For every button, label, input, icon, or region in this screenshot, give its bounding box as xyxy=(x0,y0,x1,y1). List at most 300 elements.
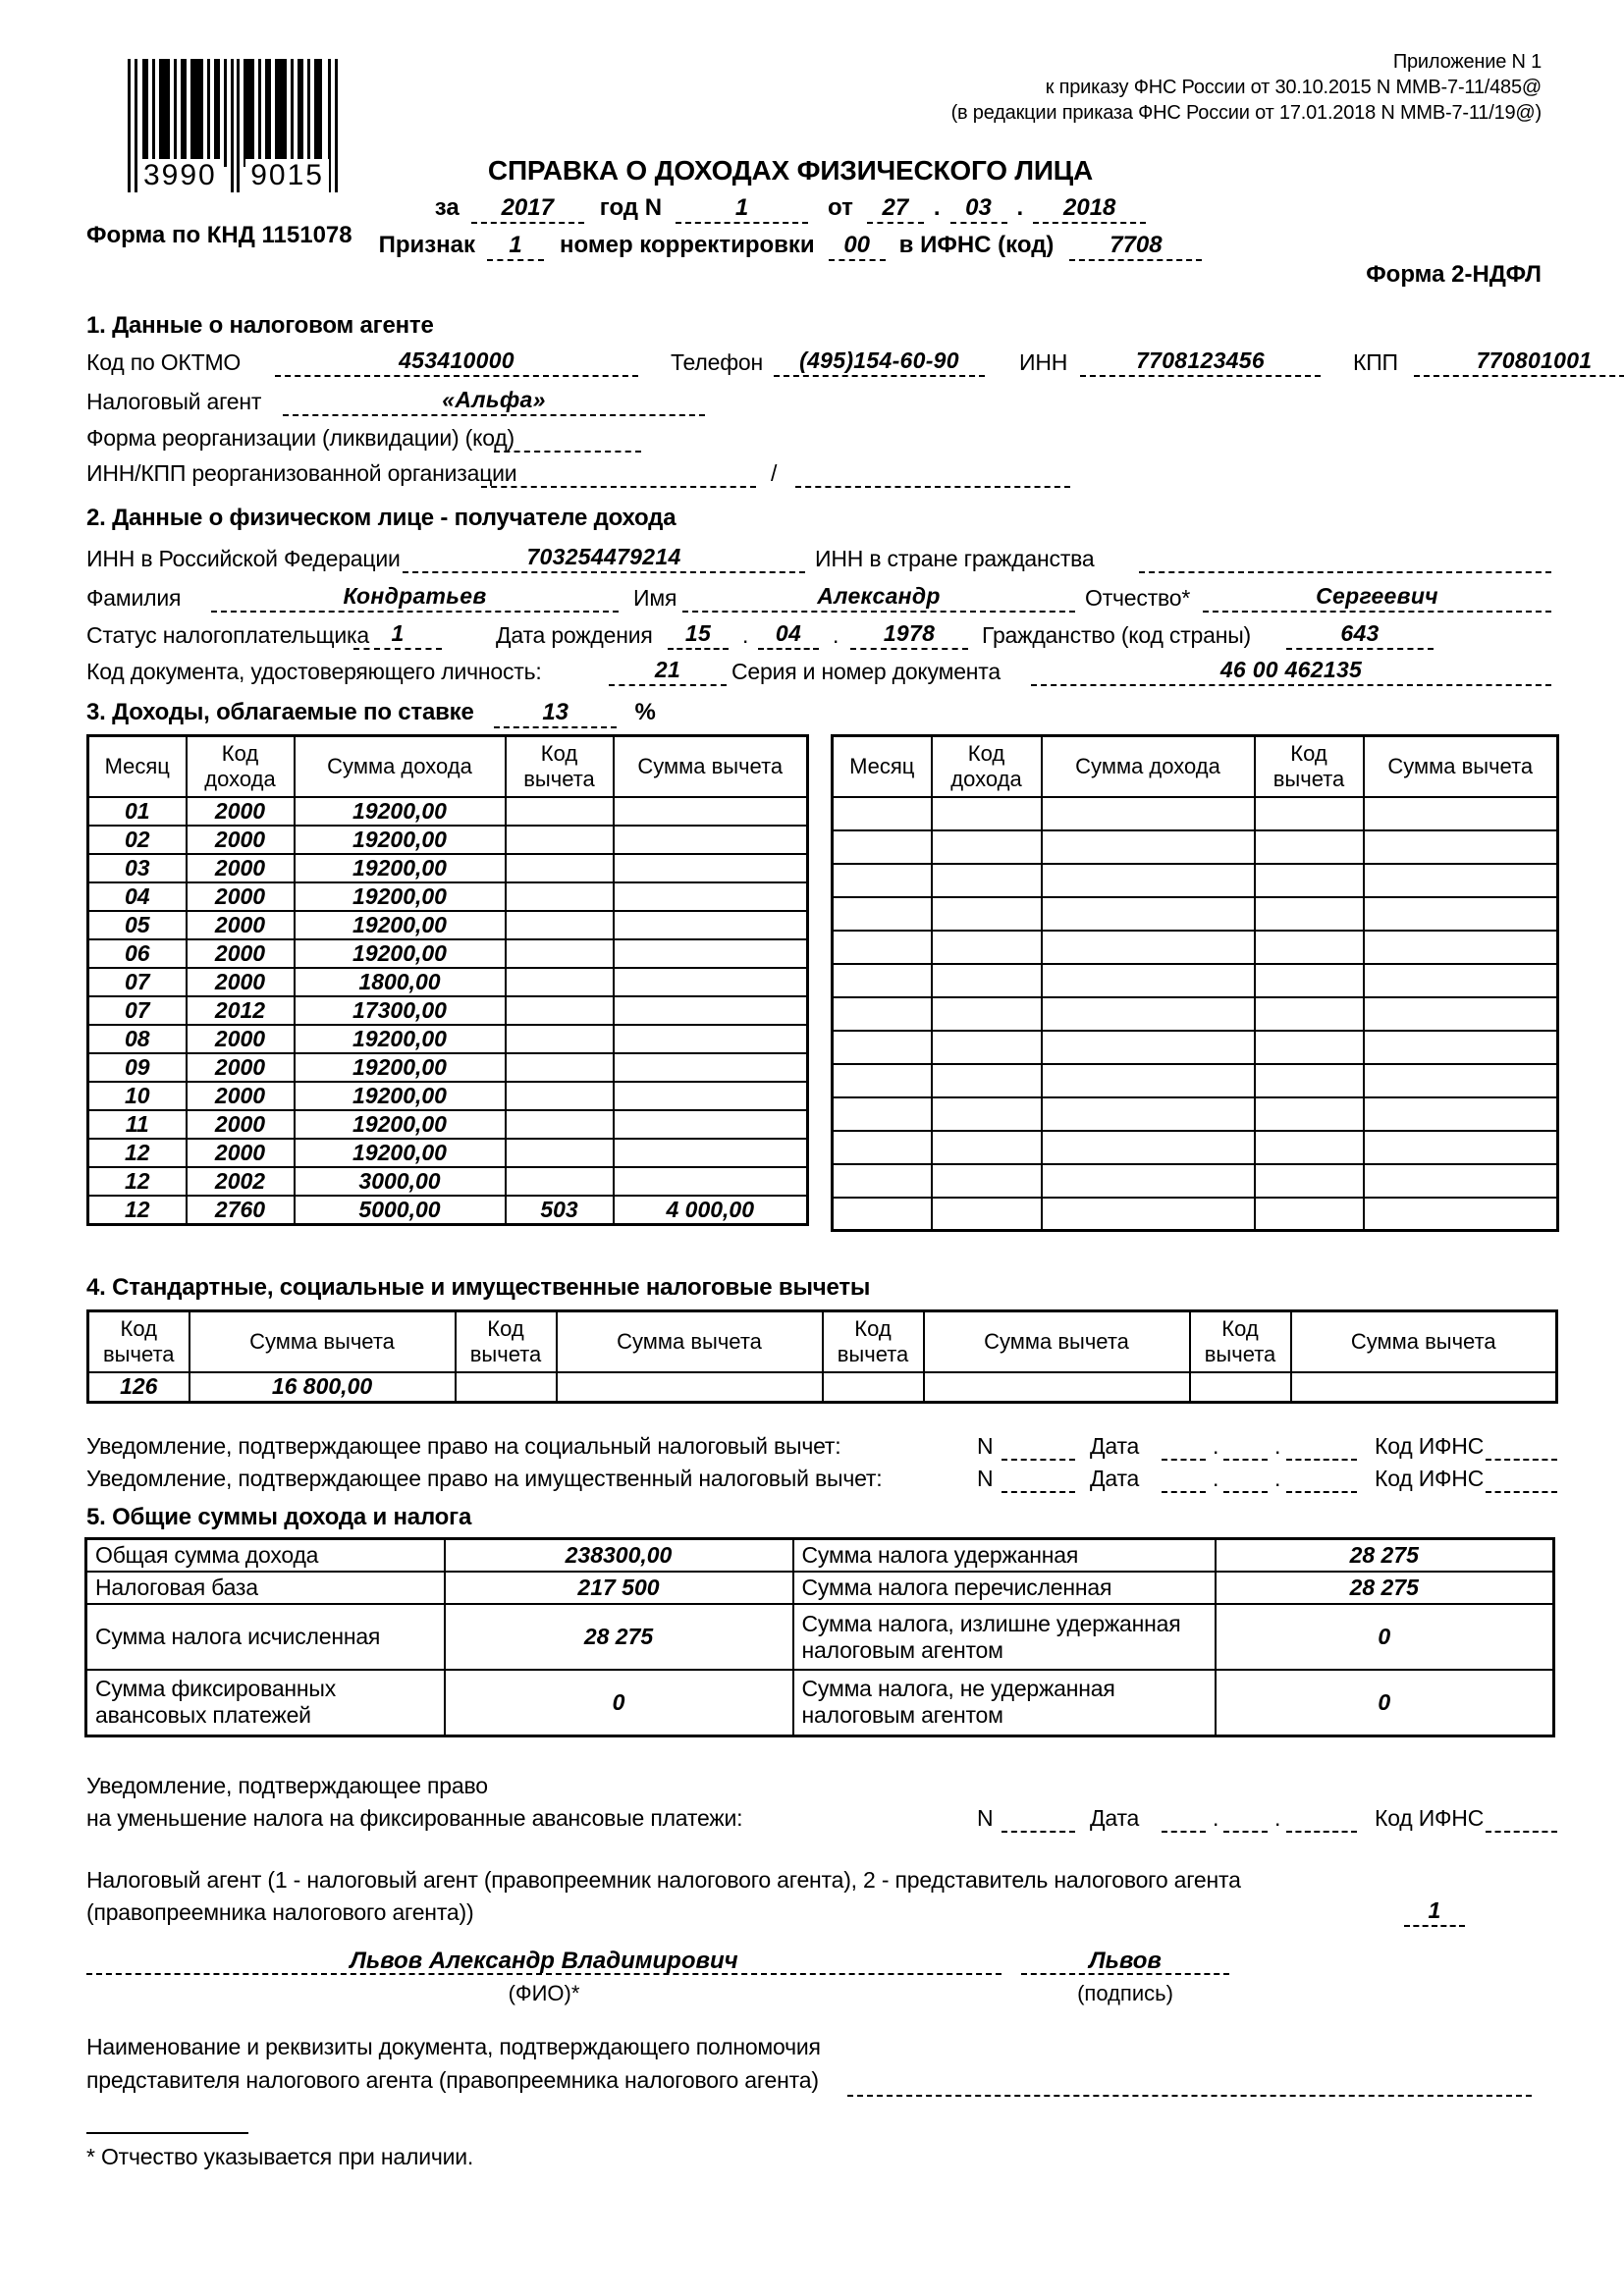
table-cell xyxy=(1042,931,1255,964)
surname-field[interactable]: Кондратьев xyxy=(211,583,619,613)
kpp-field[interactable]: 770801001 xyxy=(1414,347,1624,377)
table-cell xyxy=(614,968,808,996)
notification-fixed-line1 xyxy=(86,1773,1559,1804)
agent-type-line2 xyxy=(86,1899,1559,1931)
table-cell: 2000 xyxy=(187,911,295,939)
table-cell xyxy=(932,997,1042,1031)
column-header: Код вычета xyxy=(1255,736,1364,797)
table-cell xyxy=(1364,1031,1558,1064)
date-year-field[interactable] xyxy=(1286,1464,1357,1493)
column-header: Код вычета xyxy=(1190,1311,1291,1372)
totals-row xyxy=(86,1539,1554,1573)
doc-series-field[interactable]: 46 00 462135 xyxy=(1031,657,1551,686)
table-cell xyxy=(506,911,614,939)
table-cell xyxy=(833,1031,932,1064)
income-row xyxy=(88,826,808,854)
column-header: Сумма вычета xyxy=(557,1311,823,1372)
n-label: N xyxy=(977,1805,994,1831)
table-cell xyxy=(932,1064,1042,1097)
table-cell xyxy=(1255,830,1364,864)
table-cell: 19200,00 xyxy=(295,854,506,882)
table-cell xyxy=(833,897,932,931)
table-cell xyxy=(1042,997,1255,1031)
section2-row2 xyxy=(86,585,1559,616)
date-month-field[interactable] xyxy=(1223,1464,1268,1493)
rate-field[interactable]: 13 xyxy=(494,699,617,728)
income-row xyxy=(88,1196,808,1225)
section4-title: 4. Стандартные, социальные и имущественные налоговые вычеты xyxy=(86,1274,871,1301)
table-cell: 19200,00 xyxy=(295,1110,506,1139)
income-row-empty xyxy=(833,964,1558,997)
table-cell xyxy=(833,830,932,864)
dot: . xyxy=(1213,1433,1219,1459)
table-cell xyxy=(614,797,808,826)
reorg-code-field[interactable] xyxy=(494,423,641,453)
table-cell: 07 xyxy=(88,968,187,996)
ifns-code-label: Код ИФНС xyxy=(1375,1466,1485,1491)
table-cell xyxy=(1042,1064,1255,1097)
table-cell xyxy=(833,931,932,964)
table-cell: 19200,00 xyxy=(295,797,506,826)
ot-label: от xyxy=(828,194,853,221)
table-cell: 1800,00 xyxy=(295,968,506,996)
agent-type-field[interactable]: 1 xyxy=(1404,1897,1465,1927)
agent-type-label2: (правопреемника налогового агента)) xyxy=(86,1899,474,1925)
table-cell: 2760 xyxy=(187,1196,295,1225)
column-header: Месяц xyxy=(833,736,932,797)
oktmo-label: Код по ОКТМО xyxy=(86,349,242,375)
footnote xyxy=(86,2144,1559,2175)
table-cell xyxy=(1042,1198,1255,1231)
dot: . xyxy=(1274,1433,1281,1459)
n-label: N xyxy=(977,1433,994,1459)
status-label: Статус налогоплательщика xyxy=(86,622,369,648)
signature-field[interactable]: Львов xyxy=(1021,1948,1229,1975)
inn-rf-label: ИНН в Российской Федерации xyxy=(86,546,401,571)
appendix-note xyxy=(951,49,1542,126)
table-cell: 11 xyxy=(88,1110,187,1139)
income-row xyxy=(88,1167,808,1196)
table-cell xyxy=(932,797,1042,830)
doc-code-field[interactable]: 21 xyxy=(609,657,727,686)
ifns-code-field[interactable] xyxy=(1486,1803,1557,1833)
income-row xyxy=(88,996,808,1025)
table-cell xyxy=(932,1131,1042,1164)
table-cell: 19200,00 xyxy=(295,1139,506,1167)
dot: . xyxy=(1016,194,1024,221)
date-label: Дата xyxy=(1090,1466,1140,1491)
number-field[interactable]: 1 xyxy=(676,194,808,224)
table-cell xyxy=(1364,997,1558,1031)
table-cell: 2012 xyxy=(187,996,295,1025)
table-cell: 16 800,00 xyxy=(189,1372,456,1403)
table-cell xyxy=(1364,897,1558,931)
table-cell xyxy=(1255,997,1364,1031)
column-header: Сумма дохода xyxy=(1042,736,1255,797)
dot: . xyxy=(1274,1805,1281,1831)
table-cell: 2000 xyxy=(187,797,295,826)
fio-field[interactable]: Львов Александр Владимирович xyxy=(86,1948,1001,1975)
notification-number-field[interactable] xyxy=(1001,1431,1075,1461)
birth-label: Дата рождения xyxy=(496,622,653,648)
column-header: Сумма вычета xyxy=(614,736,808,797)
table-cell: 0 xyxy=(1216,1604,1554,1670)
phone-field[interactable]: (495)154-60-90 xyxy=(774,347,985,377)
table-cell xyxy=(614,1025,808,1053)
table-cell xyxy=(614,1082,808,1110)
doc-confirm-field[interactable] xyxy=(847,2067,1532,2097)
table-cell xyxy=(1255,1198,1364,1231)
year-field[interactable]: 2017 xyxy=(471,194,584,224)
dot: . xyxy=(1213,1466,1219,1491)
table-cell xyxy=(924,1372,1190,1403)
ifns-field[interactable]: 7708 xyxy=(1069,232,1202,261)
table-cell: 4 000,00 xyxy=(614,1196,808,1225)
table-cell: 03 xyxy=(88,854,187,882)
table-cell xyxy=(823,1372,924,1403)
table-cell xyxy=(506,797,614,826)
percent-label: % xyxy=(634,699,656,725)
table-cell xyxy=(1042,964,1255,997)
name-field[interactable]: Александр xyxy=(682,583,1075,613)
table-cell xyxy=(614,882,808,911)
ifns-code-label: Код ИФНС xyxy=(1375,1433,1485,1459)
table-cell: 19200,00 xyxy=(295,1082,506,1110)
column-header: Сумма вычета xyxy=(924,1311,1190,1372)
income-row-empty xyxy=(833,997,1558,1031)
income-row xyxy=(88,882,808,911)
table-cell: 19200,00 xyxy=(295,882,506,911)
section1-row1 xyxy=(86,347,1593,381)
table-cell xyxy=(833,1131,932,1164)
date-month-field[interactable] xyxy=(1223,1803,1268,1833)
agent-type-label1: Налоговый агент (1 - налоговый агент (правопреемник налогового агента), 2 - представитель налогового агента xyxy=(86,1867,1241,1893)
table-cell xyxy=(506,939,614,968)
income-row-empty xyxy=(833,1198,1558,1231)
table-cell: Сумма налога, излишне удержанная налоговым агентом xyxy=(793,1604,1216,1670)
column-header: Код вычета xyxy=(506,736,614,797)
table-cell: Общая сумма дохода xyxy=(86,1539,445,1573)
ifns-code-label: Код ИФНС xyxy=(1375,1805,1485,1831)
table-cell: 238300,00 xyxy=(445,1539,793,1573)
income-row xyxy=(88,968,808,996)
section2-title: 2. Данные о физическом лице - получателе дохода xyxy=(86,505,677,531)
table-cell xyxy=(1364,931,1558,964)
table-cell xyxy=(833,797,932,830)
column-header: Код вычета xyxy=(456,1311,557,1372)
table-cell: 12 xyxy=(88,1139,187,1167)
table-cell xyxy=(506,854,614,882)
table-cell xyxy=(1042,1164,1255,1198)
table-cell: 08 xyxy=(88,1025,187,1053)
dot: . xyxy=(1274,1466,1281,1491)
income-row-empty xyxy=(833,1064,1558,1097)
table-cell xyxy=(1255,797,1364,830)
column-header: Сумма дохода xyxy=(295,736,506,797)
oktmo-field[interactable]: 453410000 xyxy=(275,347,638,377)
name-label: Имя xyxy=(633,585,677,611)
income-row-empty xyxy=(833,1097,1558,1131)
ifns-label: в ИФНС (код) xyxy=(898,232,1055,258)
kpp-label: КПП xyxy=(1353,349,1398,375)
table-cell xyxy=(833,997,932,1031)
ifns-code-field[interactable] xyxy=(1486,1431,1557,1461)
income-row-empty xyxy=(833,1164,1558,1198)
agent-type-line1 xyxy=(86,1867,1559,1898)
table-cell xyxy=(1190,1372,1291,1403)
notification-social-label: Уведомление, подтверждающее право на социальный налоговый вычет: xyxy=(86,1433,841,1459)
table-cell xyxy=(506,1110,614,1139)
date-month-field[interactable] xyxy=(1223,1431,1268,1461)
form-2ndfl-label: Форма 2-НДФЛ xyxy=(1366,261,1542,288)
table-cell: Сумма налога удержанная xyxy=(793,1539,1216,1573)
income-table-right xyxy=(831,734,1559,1232)
za-label: за xyxy=(434,194,460,221)
column-header: Код вычета xyxy=(88,1311,189,1372)
table-cell xyxy=(506,1167,614,1196)
table-cell: 19200,00 xyxy=(295,911,506,939)
inn-field[interactable]: 7708123456 xyxy=(1080,347,1321,377)
section1-title: 1. Данные о налоговом агенте xyxy=(86,312,434,339)
table-cell xyxy=(1364,1131,1558,1164)
table-cell xyxy=(932,1198,1042,1231)
citizenship-label: Гражданство (код страны) xyxy=(982,622,1252,648)
income-row-empty xyxy=(833,797,1558,830)
doc-code-label: Код документа, удостоверяющего личность: xyxy=(86,659,542,684)
agent-field[interactable]: «Альфа» xyxy=(283,387,705,416)
priznak-field[interactable]: 1 xyxy=(487,232,544,261)
table-cell xyxy=(557,1372,823,1403)
appendix-line1: Приложение N 1 xyxy=(1392,51,1542,73)
slash: / xyxy=(771,460,778,486)
table-cell xyxy=(506,1082,614,1110)
date-label: Дата xyxy=(1090,1805,1140,1831)
section3-title xyxy=(86,699,656,728)
table-cell xyxy=(833,1097,932,1131)
income-row xyxy=(88,1139,808,1167)
table-cell: 217 500 xyxy=(445,1572,793,1604)
table-cell: Сумма налога, не удержанная налоговым агентом xyxy=(793,1670,1216,1735)
column-header: Сумма вычета xyxy=(189,1311,456,1372)
income-row-empty xyxy=(833,864,1558,897)
table-cell xyxy=(506,882,614,911)
income-row-empty xyxy=(833,1031,1558,1064)
notification-fixed-label1: Уведомление, подтверждающее право xyxy=(86,1773,488,1798)
reorg-kpp-field[interactable] xyxy=(795,458,1070,488)
table-cell xyxy=(1364,797,1558,830)
reorg-inn-field[interactable] xyxy=(481,458,756,488)
table-cell xyxy=(614,911,808,939)
knd-label: Форма по КНД 1151078 xyxy=(86,222,352,248)
table-cell: 2000 xyxy=(187,939,295,968)
table-cell xyxy=(1255,1064,1364,1097)
page-title: СПРАВКА О ДОХОДАХ ФИЗИЧЕСКОГО ЛИЦА xyxy=(487,155,1094,186)
correction-field[interactable]: 00 xyxy=(829,232,886,261)
table-cell xyxy=(833,1064,932,1097)
inn-foreign-label: ИНН в стране гражданства xyxy=(815,546,1095,571)
dot: . xyxy=(833,622,839,648)
totals-row xyxy=(86,1670,1554,1735)
table-cell: 10 xyxy=(88,1082,187,1110)
table-cell xyxy=(1255,1164,1364,1198)
deductions-table-header xyxy=(88,1311,1557,1372)
section3-title-text: 3. Доходы, облагаемые по ставке xyxy=(86,699,474,725)
table-cell xyxy=(1291,1372,1557,1403)
income-row xyxy=(88,1025,808,1053)
table-cell xyxy=(932,830,1042,864)
table-cell: 126 xyxy=(88,1372,189,1403)
fio-caption: (ФИО)* xyxy=(508,1981,580,2005)
section1-row3 xyxy=(86,425,1559,456)
income-row-empty xyxy=(833,1131,1558,1164)
table-cell xyxy=(833,964,932,997)
table-cell xyxy=(932,931,1042,964)
section2-row4 xyxy=(86,659,1559,690)
table-cell xyxy=(506,826,614,854)
table-cell xyxy=(1255,897,1364,931)
table-cell xyxy=(932,897,1042,931)
table-cell xyxy=(1255,1131,1364,1164)
table-cell xyxy=(1042,864,1255,897)
notification-property-label: Уведомление, подтверждающее право на имущественный налоговый вычет: xyxy=(86,1466,883,1491)
table-cell: Налоговая база xyxy=(86,1572,445,1604)
table-cell: 5000,00 xyxy=(295,1196,506,1225)
table-cell xyxy=(614,826,808,854)
table-cell xyxy=(1042,797,1255,830)
notification-property xyxy=(86,1466,1559,1497)
table-cell xyxy=(1364,964,1558,997)
month-field[interactable]: 03 xyxy=(950,194,1007,224)
table-cell xyxy=(1042,897,1255,931)
table-cell xyxy=(456,1372,557,1403)
citizenship-field[interactable]: 643 xyxy=(1286,620,1434,650)
inn-rf-field[interactable]: 703254479214 xyxy=(403,544,805,573)
table-cell: 2000 xyxy=(187,1110,295,1139)
dot: . xyxy=(933,194,941,221)
notification-number-field[interactable] xyxy=(1001,1464,1075,1493)
table-cell: 28 275 xyxy=(1216,1572,1554,1604)
table-cell: 2000 xyxy=(187,1082,295,1110)
birth-year-field[interactable]: 1978 xyxy=(850,620,968,650)
phone-label: Телефон xyxy=(671,349,764,375)
table-cell xyxy=(614,1053,808,1082)
table-cell: 503 xyxy=(506,1196,614,1225)
table-cell: 02 xyxy=(88,826,187,854)
appendix-line2: к приказу ФНС России от 30.10.2015 N ММВ-7-11/485@ xyxy=(1045,77,1542,98)
status-field[interactable]: 1 xyxy=(353,620,442,650)
table-cell: 2000 xyxy=(187,1139,295,1167)
table-cell: 0 xyxy=(1216,1670,1554,1735)
surname-label: Фамилия xyxy=(86,585,182,611)
table-cell xyxy=(1042,1131,1255,1164)
ifns-code-field[interactable] xyxy=(1486,1464,1557,1493)
signature-caption: (подпись) xyxy=(1077,1981,1173,2005)
income-table-left xyxy=(86,734,809,1226)
doc-series-label: Серия и номер документа xyxy=(731,659,1001,684)
patronymic-field[interactable]: Сергеевич xyxy=(1203,583,1551,613)
correction-label: номер корректировки xyxy=(560,232,815,258)
income-table-header xyxy=(833,736,1558,797)
table-cell xyxy=(1255,1097,1364,1131)
table-cell xyxy=(1364,1164,1558,1198)
year2-field[interactable]: 2018 xyxy=(1033,194,1146,224)
table-cell: 17300,00 xyxy=(295,996,506,1025)
notification-number-field[interactable] xyxy=(1001,1803,1075,1833)
column-header: Код вычета xyxy=(823,1311,924,1372)
date-day-field[interactable] xyxy=(1162,1431,1206,1461)
deductions-table xyxy=(86,1309,1558,1404)
table-cell xyxy=(833,1164,932,1198)
totals-row xyxy=(86,1572,1554,1604)
table-cell: 19200,00 xyxy=(295,1053,506,1082)
birth-day-field[interactable]: 15 xyxy=(668,620,729,650)
section1-row4 xyxy=(86,460,1559,492)
barcode-digits-right: 9015 xyxy=(245,159,329,192)
column-header: Сумма вычета xyxy=(1364,736,1558,797)
table-cell xyxy=(932,1164,1042,1198)
reorg-inn-label: ИНН/КПП реорганизованной организации xyxy=(86,460,517,486)
table-cell xyxy=(1042,830,1255,864)
table-cell: 07 xyxy=(88,996,187,1025)
income-row-empty xyxy=(833,830,1558,864)
income-row xyxy=(88,797,808,826)
birth-month-field[interactable]: 04 xyxy=(758,620,819,650)
barcode-digits-left: 3990 xyxy=(138,159,222,192)
table-cell xyxy=(1255,864,1364,897)
notification-fixed-label2: на уменьшение налога на фиксированные авансовые платежи: xyxy=(86,1805,743,1831)
footnote-text: * Отчество указывается при наличии. xyxy=(86,2144,474,2169)
table-cell xyxy=(1042,1097,1255,1131)
section1-row2 xyxy=(86,389,1559,420)
table-cell: 01 xyxy=(88,797,187,826)
table-cell xyxy=(932,1097,1042,1131)
day-field[interactable]: 27 xyxy=(867,194,924,224)
table-cell xyxy=(614,939,808,968)
date-day-field[interactable] xyxy=(1162,1464,1206,1493)
column-header: Код дохода xyxy=(932,736,1042,797)
table-cell: 2002 xyxy=(187,1167,295,1196)
date-year-field[interactable] xyxy=(1286,1431,1357,1461)
appendix-line3: (в редакции приказа ФНС России от 17.01.2018 N ММВ-7-11/19@) xyxy=(950,102,1542,124)
title-line-priznak xyxy=(0,232,1581,265)
date-year-field[interactable] xyxy=(1286,1803,1357,1833)
inn-foreign-field[interactable] xyxy=(1139,544,1551,573)
table-cell xyxy=(1364,830,1558,864)
table-cell xyxy=(833,864,932,897)
section2-row1 xyxy=(86,546,1559,577)
inn-label: ИНН xyxy=(1019,349,1068,375)
notification-fixed-line2 xyxy=(86,1805,1559,1837)
table-cell xyxy=(614,854,808,882)
doc-confirm-label1: Наименование и реквизиты документа, подтверждающего полномочия xyxy=(86,2034,821,2059)
date-day-field[interactable] xyxy=(1162,1803,1206,1833)
table-cell xyxy=(614,1139,808,1167)
totals-table xyxy=(84,1537,1555,1737)
table-cell xyxy=(1364,1064,1558,1097)
table-cell xyxy=(1255,931,1364,964)
table-cell xyxy=(614,1110,808,1139)
table-cell: 06 xyxy=(88,939,187,968)
dot: . xyxy=(1213,1805,1219,1831)
table-cell xyxy=(932,964,1042,997)
doc-confirm-line2 xyxy=(86,2067,1559,2099)
section2-row3 xyxy=(86,622,1559,654)
table-cell xyxy=(506,1025,614,1053)
notification-social xyxy=(86,1433,1559,1465)
table-cell: Сумма фиксированных авансовых платежей xyxy=(86,1670,445,1735)
table-cell xyxy=(506,968,614,996)
table-cell: 19200,00 xyxy=(295,826,506,854)
